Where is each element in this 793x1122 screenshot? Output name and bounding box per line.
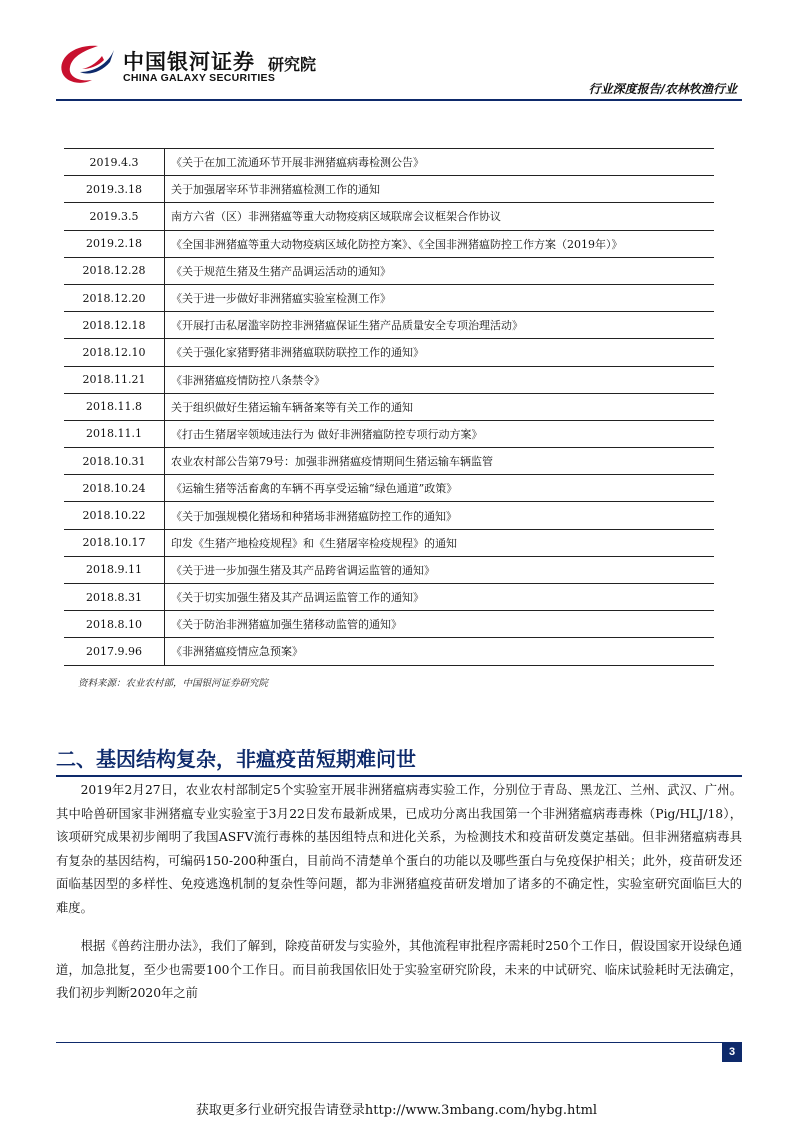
row-date: 2018.10.17 [64,529,165,556]
row-policy-title: 《非洲猪瘟疫情防控八条禁令》 [165,366,715,393]
institute-label: 研究院 [268,55,317,74]
table-row [64,502,714,529]
table-row [64,203,714,230]
row-policy-title: 《关于切实加强生猪及其产品调运监管工作的通知》 [165,584,715,611]
table-row [64,284,714,311]
table-row [64,529,714,556]
row-date: 2018.12.18 [64,312,165,339]
table-row [64,393,714,420]
row-policy-title: 《关于防治非洲猪瘟加强生猪移动监管的通知》 [165,611,715,638]
row-policy-title: 《全国非洲猪瘟等重大动物疫病区域化防控方案》、《全国非洲猪瘟防控工作方案（2019年）》 [165,230,715,257]
table-source-note: 资料来源：农业农村部，中国银河证券研究院 [78,678,269,689]
galaxy-logo-icon [58,42,116,86]
row-date: 2018.11.8 [64,393,165,420]
table-row [64,611,714,638]
table-row [64,366,714,393]
row-date: 2019.3.18 [64,176,165,203]
table-row [64,257,714,284]
row-policy-title: 《运输生猪等活畜禽的车辆不再享受运输“绿色通道”政策》 [165,475,715,502]
row-date: 2019.4.3 [64,149,165,176]
row-policy-title: 《关于进一步做好非洲猪瘟实验室检测工作》 [165,284,715,311]
row-date: 2017.9.96 [64,638,165,665]
policy-table [64,148,714,666]
row-policy-title: 《关于加强规模化猪场和种猪场非洲猪瘟防控工作的通知》 [165,502,715,529]
row-policy-title: 《关于规范生猪及生猪产品调运活动的通知》 [165,257,715,284]
row-policy-title: 《关于强化家猪野猪非洲猪瘟联防联控工作的通知》 [165,339,715,366]
row-policy-title: 《关于进一步加强生猪及其产品跨省调运监管的通知》 [165,556,715,583]
body-paragraph-2: 根据《兽药注册办法》，我们了解到，除疫苗研发与实验外，其他流程审批程序需耗时250个工作日，假设国家开设绿色通道，加急批复，至少也需要100个工作日。而目前我国依旧处于实验室研究阶段，未来的中试研究、临床试验耗时无法确定，我们初步判断2020年之前 [56,939,742,1000]
footer-divider [56,1042,742,1043]
table-row [64,584,714,611]
row-date: 2018.11.1 [64,420,165,447]
row-date: 2018.10.31 [64,448,165,475]
brand-name-cn: 中国银河证券 [123,50,255,74]
row-policy-title: 印发《生猪产地检疫规程》和《生猪屠宰检疫规程》的通知 [165,529,715,556]
table-row [64,448,714,475]
row-date: 2018.8.10 [64,611,165,638]
row-policy-title: 《非洲猪瘟疫情应急预案》 [165,638,715,665]
row-policy-title: 《关于在加工流通环节开展非洲猪瘟病毒检测公告》 [165,149,715,176]
table-row [64,638,714,665]
row-date: 2018.12.28 [64,257,165,284]
download-link-text[interactable]: 获取更多行业研究报告请登录http://www.3mbang.com/hybg.html [195,1103,598,1118]
table-row [64,475,714,502]
row-policy-title: 农业农村部公告第79号：加强非洲猪瘟疫情期间生猪运输车辆监管 [165,448,715,475]
table-row [64,230,714,257]
row-policy-title: 《打击生猪屠宰领域违法行为 做好非洲猪瘟防控专项行动方案》 [165,420,715,447]
section-divider [56,775,742,777]
report-type-label: 行业深度报告/农林牧渔行业 [588,82,737,96]
row-policy-title: 南方六省（区）非洲猪瘟等重大动物疫病区域联席会议框架合作协议 [165,203,715,230]
body-paragraph-1: 2019年2月27日，农业农村部制定5个实验室开展非洲猪瘟病毒实验工作，分别位于青岛、黑龙江、兰州、武汉、广州。其中哈兽研国家非洲猪瘟专业实验室于3月22日发布最新成果，已成功分离出我国第一个非洲猪瘟病毒毒株（Pig/HLJ/18），该项研究成果初步阐明了我国ASFV流行毒株的基因组特点和进化关系，为检测技术和疫苗研发奠定基础。但非洲猪瘟病毒具有复杂的基因结构，可编码150-200种蛋白，目前尚不清楚单个蛋白的功能以及哪些蛋白与免疫保护相关；此外，疫苗研发还面临基因型的多样性、免疫逃逸机制的复杂性等问题，都为非洲猪瘟疫苗研发增加了诸多的不确定性，实验室研究面临巨大的难度。 [56,783,742,915]
row-date: 2019.2.18 [64,230,165,257]
row-date: 2018.12.20 [64,284,165,311]
row-policy-title: 关于组织做好生猪运输车辆备案等有关工作的通知 [165,393,715,420]
table-row [64,176,714,203]
table-row [64,312,714,339]
table-row [64,420,714,447]
header-divider [56,99,742,101]
table-row [64,339,714,366]
page-number: 3 [722,1042,742,1062]
page-header [0,0,793,100]
brand-name-en: CHINA GALAXY SECURITIES [123,72,276,84]
table-row [64,556,714,583]
row-date: 2018.10.24 [64,475,165,502]
row-date: 2018.10.22 [64,502,165,529]
table-row [64,149,714,176]
row-date: 2018.8.31 [64,584,165,611]
section-title: 二、基因结构复杂，非瘟疫苗短期难问世 [56,747,416,771]
row-date: 2019.3.5 [64,203,165,230]
row-date: 2018.12.10 [64,339,165,366]
row-date: 2018.9.11 [64,556,165,583]
row-date: 2018.11.21 [64,366,165,393]
row-policy-title: 《开展打击私屠滥宰防控非洲猪瘟保证生猪产品质量安全专项治理活动》 [165,312,715,339]
row-policy-title: 关于加强屠宰环节非洲猪瘟检测工作的通知 [165,176,715,203]
